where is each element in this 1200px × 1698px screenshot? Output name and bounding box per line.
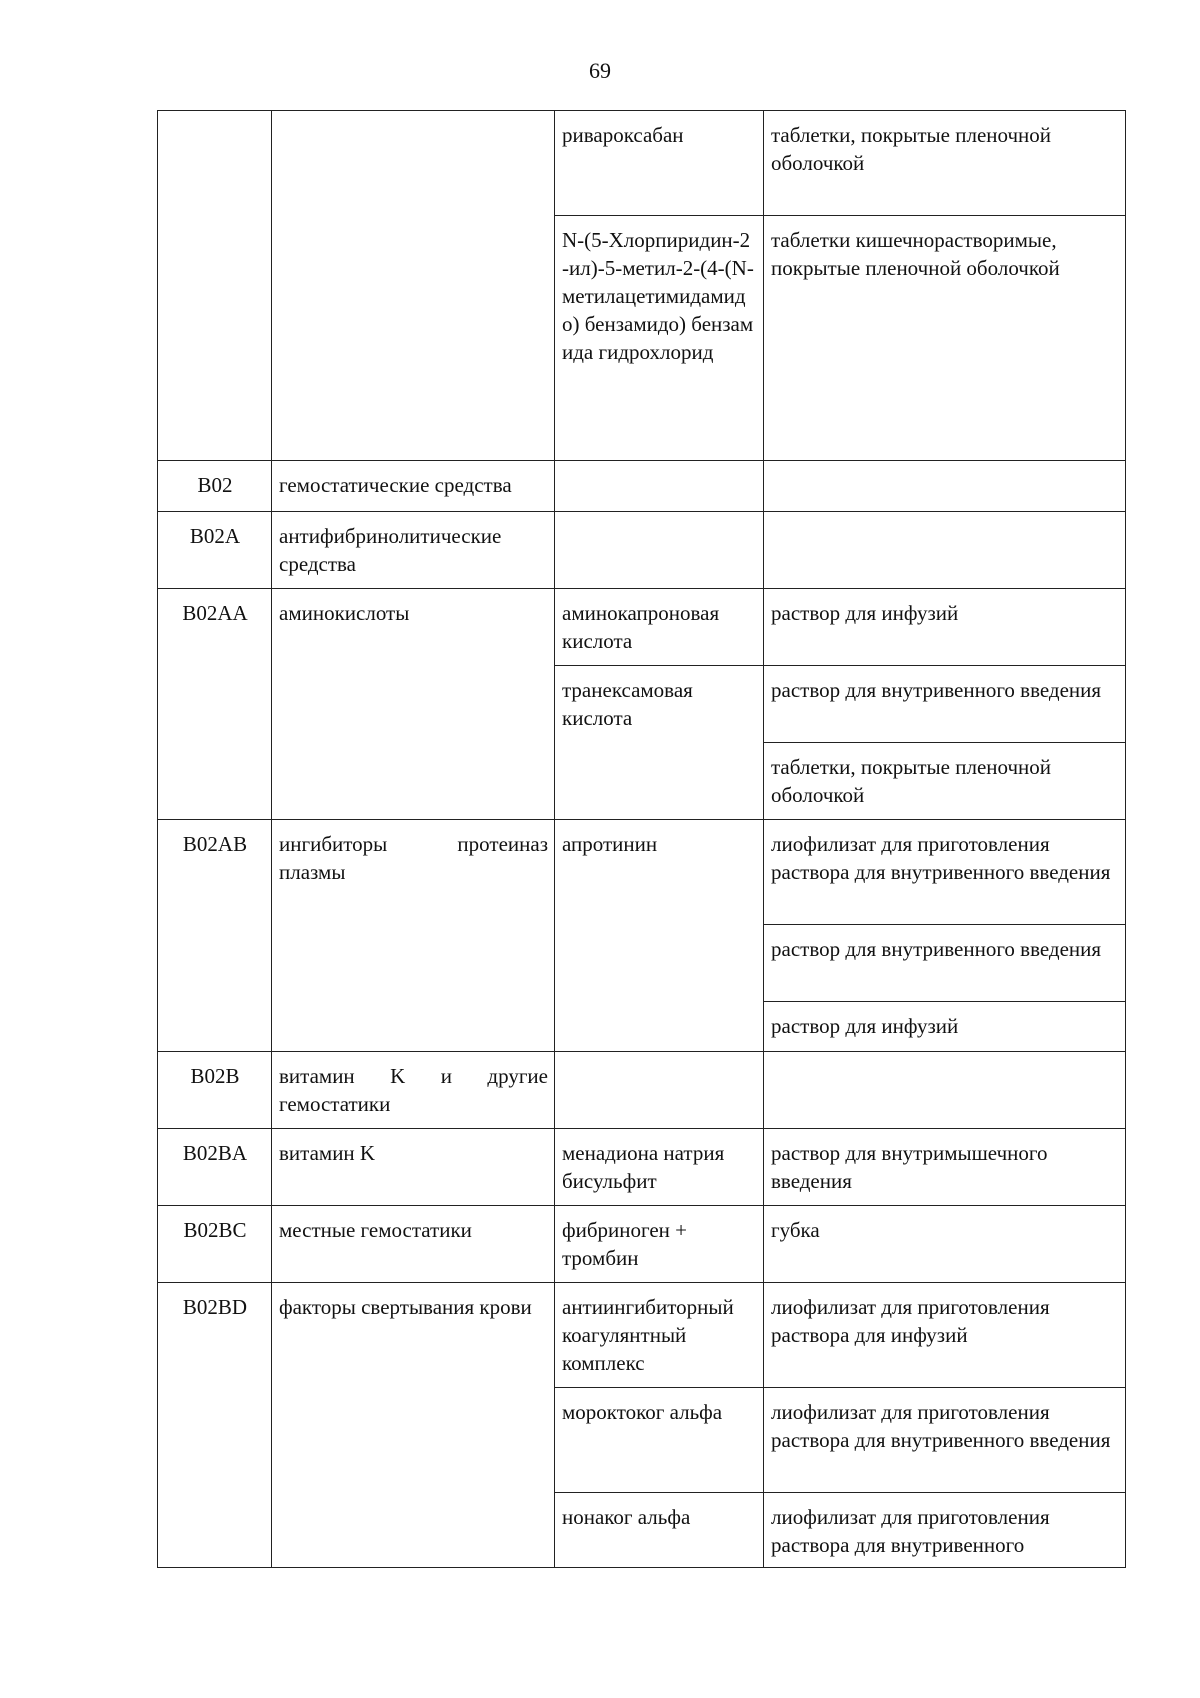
atc-code-cell: B02BD <box>158 1283 272 1568</box>
table-row <box>158 820 1126 925</box>
group-cell: витамин K <box>272 1129 555 1206</box>
inn-cell: фибриноген + тромбин <box>555 1206 764 1283</box>
atc-code-cell: B02B <box>158 1052 272 1129</box>
table-row <box>158 1052 1126 1129</box>
page-number: 69 <box>589 58 611 83</box>
dosage-form-cell: раствор для внутривенного введения <box>764 925 1126 1002</box>
atc-code-cell <box>158 111 272 461</box>
atc-code-cell: B02AA <box>158 589 272 820</box>
inn-cell: аминокапроновая кислота <box>555 589 764 666</box>
dosage-form-cell: раствор для инфузий <box>764 589 1126 666</box>
inn-cell <box>555 461 764 512</box>
dosage-form-cell <box>764 1052 1126 1129</box>
table-row <box>158 111 1126 216</box>
dosage-form-cell: таблетки кишечнорастворимые, покрытые пленочной оболочкой <box>764 216 1126 461</box>
inn-cell: менадиона натрия бисульфит <box>555 1129 764 1206</box>
group-cell: факторы свертывания крови <box>272 1283 555 1568</box>
table-row <box>158 512 1126 589</box>
atc-code-cell: B02A <box>158 512 272 589</box>
table-row <box>158 1283 1126 1388</box>
dosage-form-cell <box>764 512 1126 589</box>
dosage-form-cell: таблетки, покрытые пленочной оболочкой <box>764 111 1126 216</box>
inn-cell: N-(5-Хлорпиридин-2-ил)-5-метил-2-(4-(N-метилацетимидамидо) бензамидо) бензамида гидрохлорид <box>555 216 764 461</box>
dosage-form-cell: лиофилизат для приготовления раствора для внутривенного <box>764 1493 1126 1568</box>
dosage-form-cell: раствор для инфузий <box>764 1002 1126 1052</box>
group-cell: аминокислоты <box>272 589 555 820</box>
group-cell <box>272 111 555 461</box>
table-row <box>158 1129 1126 1206</box>
atc-code-cell: B02AB <box>158 820 272 1052</box>
group-cell: антифибринолитические средства <box>272 512 555 589</box>
group-cell: гемостатические средства <box>272 461 555 512</box>
group-cell: витамин K и другие гемостатики <box>272 1052 555 1129</box>
dosage-form-cell: раствор для внутривенного введения <box>764 666 1126 743</box>
dosage-form-cell: раствор для внутримышечного введения <box>764 1129 1126 1206</box>
inn-cell <box>555 1052 764 1129</box>
group-cell: местные гемостатики <box>272 1206 555 1283</box>
inn-cell <box>555 512 764 589</box>
inn-cell: мороктоког альфа <box>555 1388 764 1493</box>
drug-table <box>157 110 1126 1568</box>
group-cell: ингибиторы протеиназ плазмы <box>272 820 555 1052</box>
dosage-form-cell: лиофилизат для приготовления раствора для внутривенного введения <box>764 1388 1126 1493</box>
inn-cell: нонаког альфа <box>555 1493 764 1568</box>
dosage-form-cell: губка <box>764 1206 1126 1283</box>
dosage-form-cell: таблетки, покрытые пленочной оболочкой <box>764 743 1126 820</box>
table-row <box>158 1206 1126 1283</box>
inn-cell: ривароксабан <box>555 111 764 216</box>
dosage-form-cell: лиофилизат для приготовления раствора для внутривенного введения <box>764 820 1126 925</box>
atc-code-cell: B02BC <box>158 1206 272 1283</box>
table-row <box>158 589 1126 666</box>
atc-code-cell: B02BA <box>158 1129 272 1206</box>
inn-cell: транексамовая кислота <box>555 666 764 820</box>
inn-cell: антиингибиторный коагулянтный комплекс <box>555 1283 764 1388</box>
atc-code-cell: B02 <box>158 461 272 512</box>
inn-cell: апротинин <box>555 820 764 1052</box>
dosage-form-cell <box>764 461 1126 512</box>
table-row <box>158 461 1126 512</box>
dosage-form-cell: лиофилизат для приготовления раствора для инфузий <box>764 1283 1126 1388</box>
